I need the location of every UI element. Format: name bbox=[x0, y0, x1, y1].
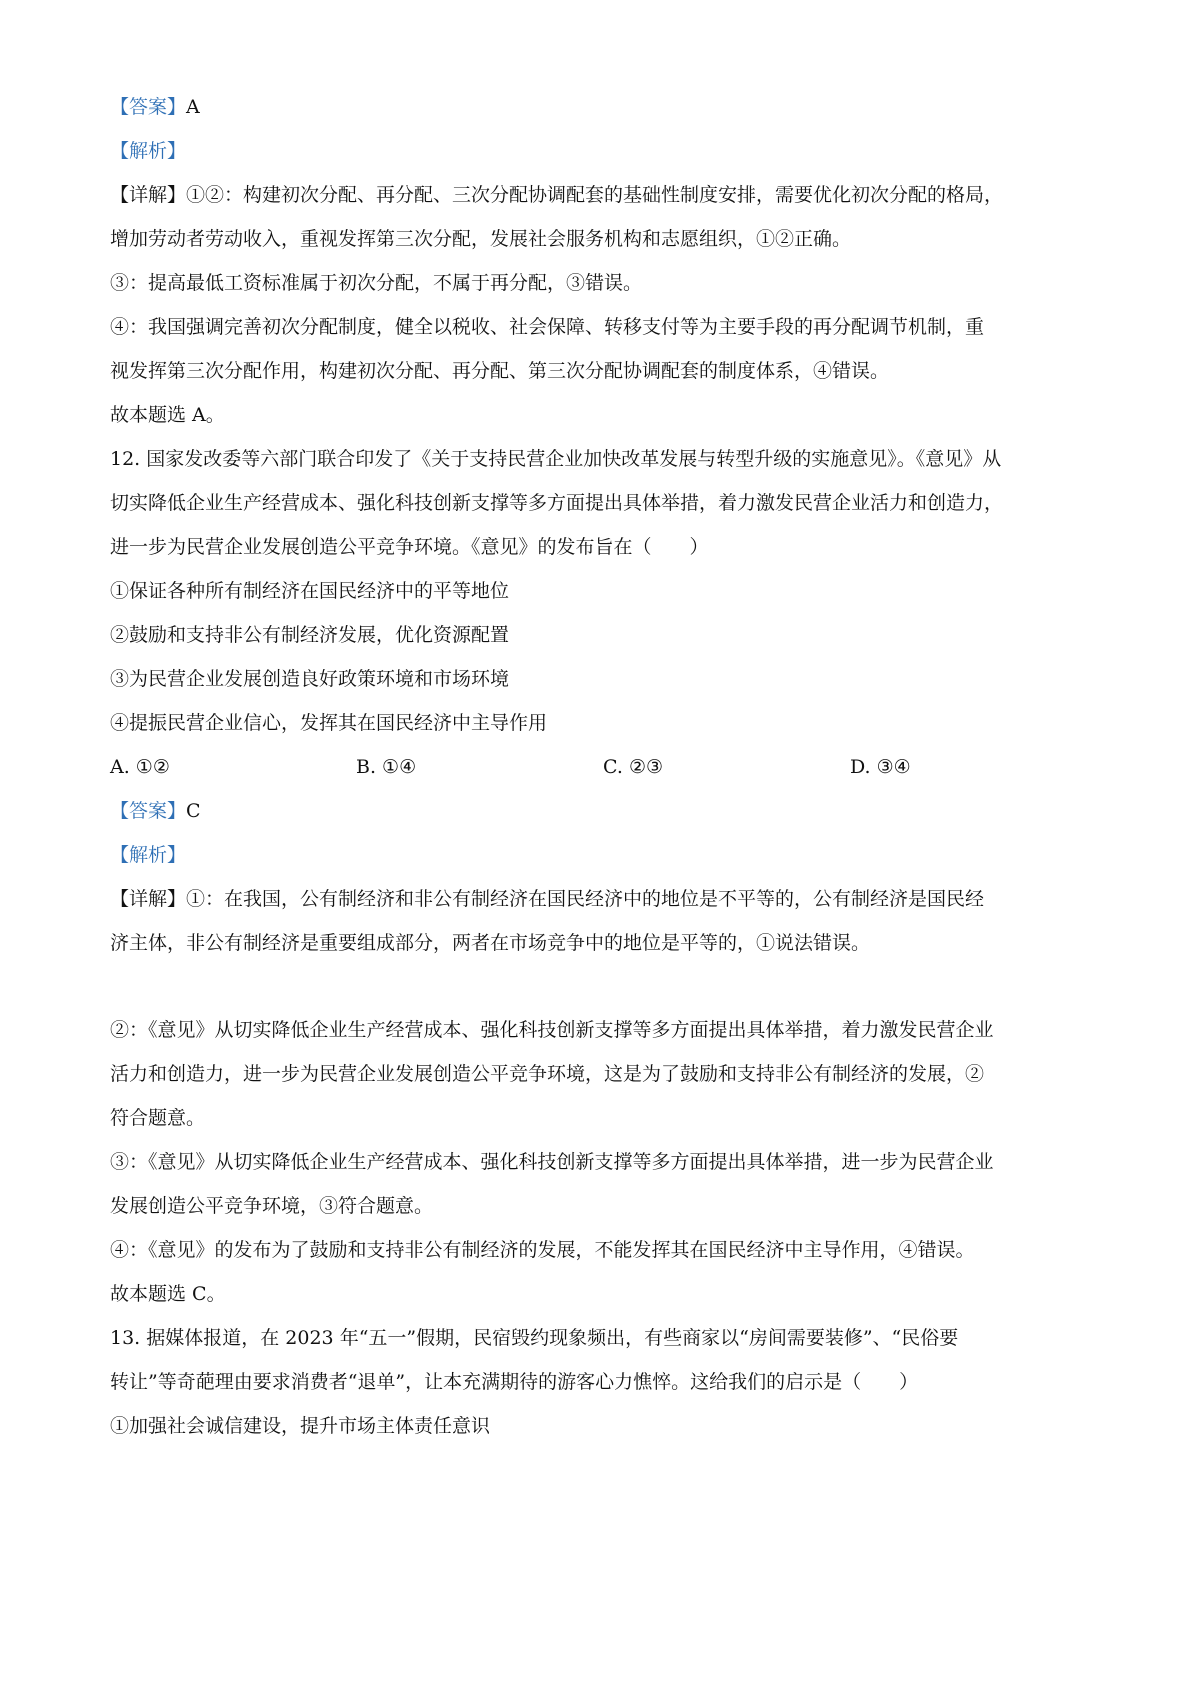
answer-value: A bbox=[186, 96, 200, 118]
q12-conclusion: 故本题选 C。 bbox=[110, 1283, 226, 1305]
answer-tag: 【答案】 bbox=[110, 800, 187, 822]
detail-tag: 【详解】 bbox=[110, 184, 187, 206]
q12-detail-line-8: ④：《意见》的发布为了鼓励和支持非公有制经济的发展，不能发挥其在国民经济中主导作用，④错误。 bbox=[110, 1239, 975, 1261]
q12-item-1: ①保证各种所有制经济在国民经济中的平等地位 bbox=[110, 580, 510, 602]
q12-detail-line-7: 发展创造公平竞争环境，③符合题意。 bbox=[110, 1195, 434, 1217]
q12-item-2: ②鼓励和支持非公有制经济发展，优化资源配置 bbox=[110, 624, 510, 646]
q12-option-c: C. ②③ bbox=[603, 756, 664, 778]
q12-detail-line-1 bbox=[110, 887, 984, 911]
q13-item-1: ①加强社会诚信建设，提升市场主体责任意识 bbox=[110, 1415, 491, 1437]
q12-stem-line-1: 12. 国家发改委等六部门联合印发了《关于支持民营企业加快改革发展与转型升级的实施意见》。《意见》从 bbox=[110, 448, 1002, 470]
answer-value: C bbox=[186, 800, 201, 822]
q12-detail-line-2: 济主体，非公有制经济是重要组成部分，两者在市场竞争中的地位是平等的，①说法错误。 bbox=[110, 932, 871, 954]
q12-analysis-tag bbox=[110, 843, 186, 867]
q11-detail-line-5: 视发挥第三次分配作用，构建初次分配、再分配、第三次分配协调配套的制度体系，④错误。 bbox=[110, 360, 890, 382]
q11-detail-line-4: ④：我国强调完善初次分配制度，健全以税收、社会保障、转移支付等为主要手段的再分配调节机制，重 bbox=[110, 316, 985, 338]
detail-tag: 【详解】 bbox=[110, 888, 187, 910]
q12-detail-line-6: ③：《意见》从切实降低企业生产经营成本、强化科技创新支撑等多方面提出具体举措，进一步为民营企业 bbox=[110, 1151, 994, 1173]
q12-stem-line-2: 切实降低企业生产经营成本、强化科技创新支撑等多方面提出具体举措，着力激发民营企业活力和创造力， bbox=[110, 492, 1004, 514]
detail-text: ①：在我国，公有制经济和非公有制经济在国民经济中的地位是不平等的，公有制经济是国民经 bbox=[186, 888, 985, 910]
analysis-tag: 【解析】 bbox=[110, 844, 187, 866]
q12-detail-line-5: 符合题意。 bbox=[110, 1107, 206, 1129]
q13-stem-line-1: 13. 据媒体报道，在 2023 年“五一”假期，民宿毁约现象频出，有些商家以“房间需要装修”、“民俗要 bbox=[110, 1327, 959, 1349]
q11-detail-line-3: ③：提高最低工资标准属于初次分配，不属于再分配，③错误。 bbox=[110, 272, 643, 294]
analysis-tag: 【解析】 bbox=[110, 140, 187, 162]
q11-detail-line-1 bbox=[110, 183, 1003, 207]
q12-item-4: ④提振民营企业信心，发挥其在国民经济中主导作用 bbox=[110, 712, 548, 734]
q12-option-d: D. ③④ bbox=[850, 756, 911, 778]
q11-analysis-tag bbox=[110, 139, 186, 163]
q12-option-a: A. ①② bbox=[110, 756, 170, 778]
q11-answer-line bbox=[110, 95, 200, 119]
q12-answer-line bbox=[110, 799, 201, 823]
detail-text: ①②：构建初次分配、再分配、三次分配协调配套的基础性制度安排，需要优化初次分配的格局， bbox=[186, 184, 1004, 206]
q12-detail-line-3: ②：《意见》从切实降低企业生产经营成本、强化科技创新支撑等多方面提出具体举措，着力激发民营企业 bbox=[110, 1019, 994, 1041]
q12-detail-line-4: 活力和创造力，进一步为民营企业发展创造公平竞争环境，这是为了鼓励和支持非公有制经济的发展，② bbox=[110, 1063, 985, 1085]
q13-stem-line-2: 转让”等奇葩理由要求消费者“退单”，让本充满期待的游客心力憔悴。这给我们的启示是（ ） bbox=[110, 1371, 919, 1393]
q12-stem-line-3: 进一步为民营企业发展创造公平竞争环境。《意见》的发布旨在（ ） bbox=[110, 536, 709, 558]
q11-conclusion: 故本题选 A。 bbox=[110, 404, 225, 426]
q12-item-3: ③为民营企业发展创造良好政策环境和市场环境 bbox=[110, 668, 510, 690]
q11-detail-line-2: 增加劳动者劳动收入，重视发挥第三次分配，发展社会服务机构和志愿组织，①②正确。 bbox=[110, 228, 852, 250]
q12-option-b: B. ①④ bbox=[356, 756, 417, 778]
answer-tag: 【答案】 bbox=[110, 96, 187, 118]
